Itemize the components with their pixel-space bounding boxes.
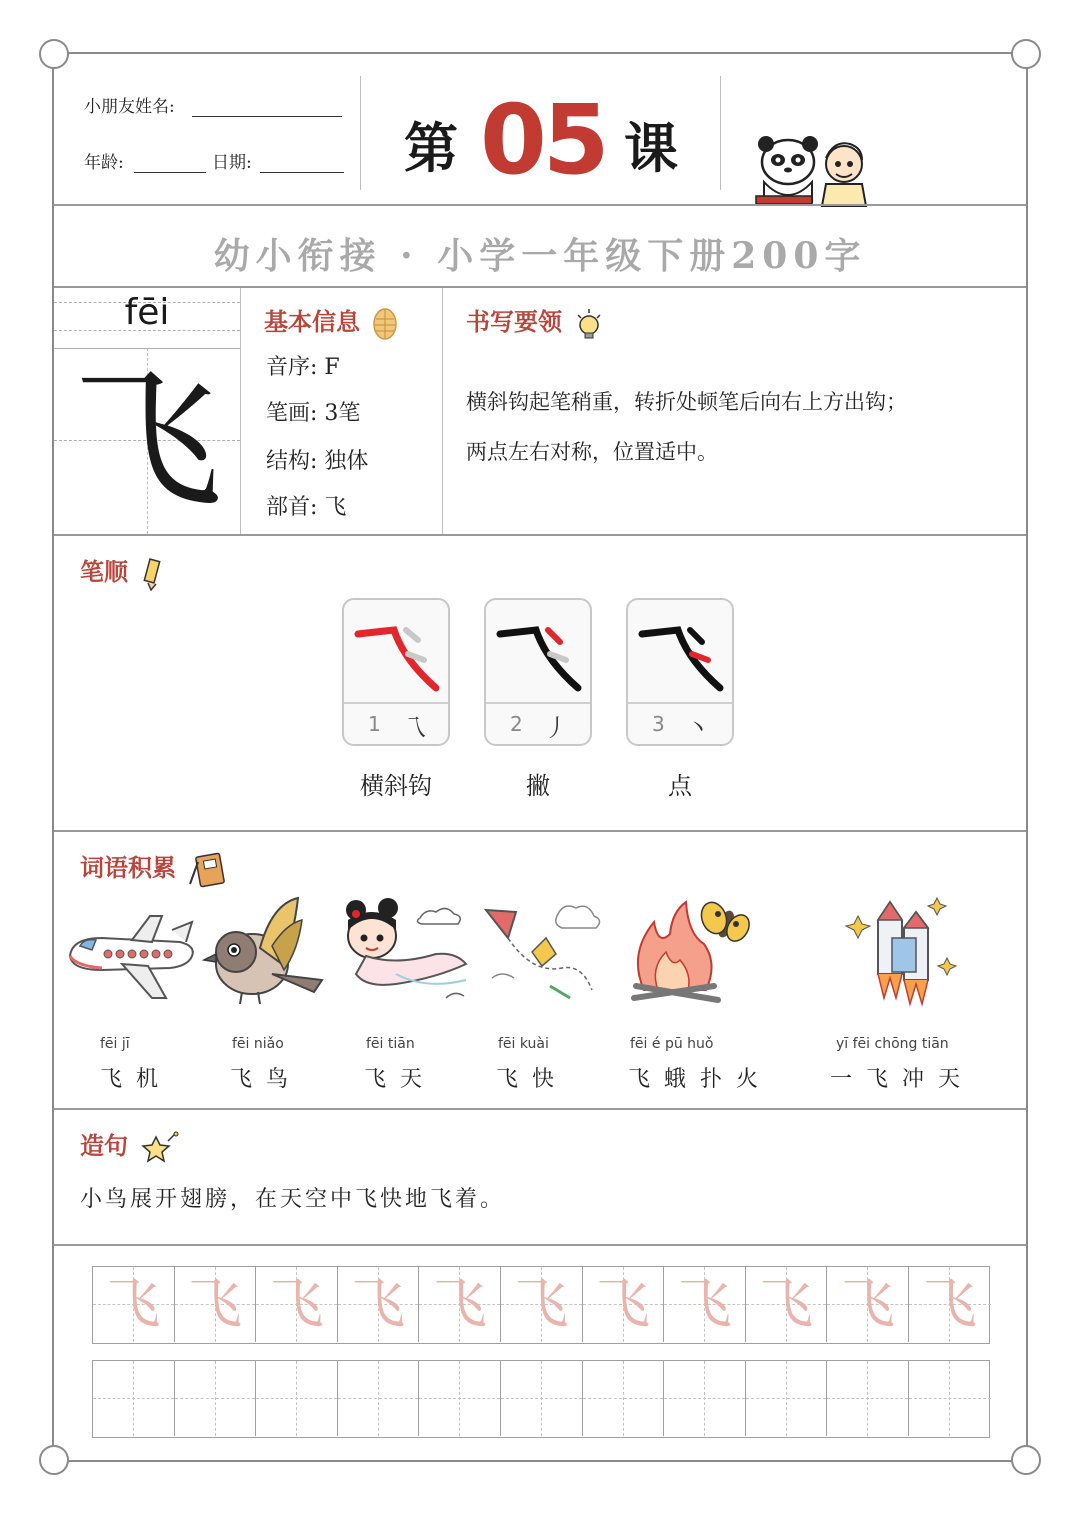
date-field[interactable] [260,172,344,173]
character-pinyin: fēi [124,292,170,333]
age-field[interactable] [134,172,206,173]
stroke-order-title-text: 笔顺 [80,557,128,586]
word-chars: 一飞冲天 [830,1067,975,1092]
fairy-icon [336,894,472,1014]
lesson-suffix: 课 [624,116,678,180]
writing-cell[interactable] [338,1361,420,1436]
tracing-cell[interactable] [175,1267,257,1342]
writing-tips-title [466,302,604,341]
word-chars: 飞蛾扑火 [628,1067,773,1092]
stroke-order-title [80,552,164,591]
airplane-icon [62,894,198,1014]
word-chars: 飞鸟 [230,1067,303,1092]
trace-char: 飞 [106,1272,161,1335]
trace-char: 飞 [432,1272,487,1335]
section-separator [54,1108,1026,1110]
tracing-cell[interactable] [419,1267,501,1342]
sentence-title [80,1126,180,1165]
words-title [80,848,228,888]
rocket-icon [834,894,970,1014]
tracing-cell[interactable] [746,1267,828,1342]
trace-char: 飞 [840,1272,895,1335]
trace-char: 飞 [269,1272,324,1335]
writing-cell[interactable] [175,1361,257,1436]
bird-icon [202,894,338,1014]
stroke-card-footer [628,702,732,744]
stroke-glyph: 丿 [544,714,568,742]
info-radical: 部首: 飞 [266,495,347,520]
writing-cell[interactable] [501,1361,583,1436]
tracing-cell[interactable] [827,1267,909,1342]
stroke-name: 撇 [526,772,550,800]
tracing-cell[interactable] [501,1267,583,1342]
trace-char: 飞 [514,1272,569,1335]
stroke-card-1 [342,598,450,746]
series-subtitle: 幼小衔接 · 小学一年级下册200字 [213,235,867,277]
word-pinyin: fēi tiān [366,1036,415,1052]
word-chars: 飞快 [496,1067,569,1092]
writing-tip-line: 横斜钩起笔稍重，转折处顿笔后向右上方出钩； [466,390,907,414]
date-label: 日期: [212,153,252,173]
moth-fire-icon [614,894,750,1014]
stroke-2-diagram [486,600,590,704]
lesson-prefix: 第 [404,116,458,180]
trace-char: 飞 [677,1272,732,1335]
writing-cell[interactable] [583,1361,665,1436]
corner-decoration [39,39,69,69]
trace-char: 飞 [922,1272,977,1335]
book-icon [372,307,398,341]
writing-cell[interactable] [746,1361,828,1436]
kite-icon [472,894,608,1014]
word-pinyin: yī fēi chōng tiān [836,1036,949,1052]
header-divider [360,76,361,190]
stroke-number: 3 [652,712,665,736]
worksheet [52,52,1028,1462]
stroke-glyph: 乁 [402,714,426,742]
section-divider [240,288,241,534]
section-separator [54,1244,1026,1246]
section-divider [442,288,443,534]
panda-boy-illustration-icon [750,134,874,214]
tracing-row [92,1266,990,1344]
writing-cell[interactable] [827,1361,909,1436]
section-separator [54,534,1026,536]
name-label: 小朋友姓名: [84,97,175,117]
corner-decoration [39,1445,69,1475]
trace-char: 飞 [351,1272,406,1335]
corner-decoration [1011,39,1041,69]
trace-char: 飞 [595,1272,650,1335]
stroke-3-diagram [628,600,732,704]
basic-info-title [264,302,398,341]
age-label: 年龄: [84,153,124,173]
stroke-card-footer [486,702,590,744]
stroke-card-3 [626,598,734,746]
stroke-card-2 [484,598,592,746]
word-pinyin: fēi jī [100,1036,130,1052]
word-chars: 飞机 [100,1067,173,1092]
stroke-number: 1 [368,712,381,736]
word-pinyin: fēi kuài [498,1036,549,1052]
writing-row [92,1360,990,1438]
trace-char: 飞 [759,1272,814,1335]
tracing-cell[interactable] [93,1267,175,1342]
section-separator [54,830,1026,832]
basic-info-title-text: 基本信息 [264,307,360,336]
word-pinyin: fēi niǎo [232,1036,284,1052]
tracing-cell[interactable] [338,1267,420,1342]
writing-cell[interactable] [909,1361,991,1436]
star-wand-icon [140,1131,180,1165]
stroke-name: 横斜钩 [360,772,432,800]
stroke-glyph: 丶 [686,714,710,742]
header-separator [54,204,1026,206]
info-stroke-count: 笔画: 3笔 [266,401,361,426]
writing-cell[interactable] [93,1361,175,1436]
info-phonetic-order: 音序: F [266,355,340,380]
lesson-number: 05 [480,84,606,196]
word-pinyin: fēi é pū huǒ [630,1036,714,1052]
tracing-cell[interactable] [583,1267,665,1342]
stroke-1-diagram [344,600,448,704]
tracing-cell[interactable] [256,1267,338,1342]
words-title-text: 词语积累 [80,853,176,882]
tracing-cell[interactable] [664,1267,746,1342]
stroke-card-footer [344,702,448,744]
corner-decoration [1011,1445,1041,1475]
notebook-icon [188,852,228,888]
writing-tips-title-text: 书写要领 [466,307,562,336]
info-structure: 结构: 独体 [266,449,369,474]
writing-cell[interactable] [256,1361,338,1436]
writing-cell[interactable] [664,1361,746,1436]
stroke-name: 点 [668,772,692,800]
pencil-icon [140,557,164,591]
lightbulb-icon [574,307,604,341]
character-box [54,288,240,534]
header-divider [720,76,721,190]
tracing-cell[interactable] [909,1267,991,1342]
word-chars: 飞天 [364,1067,437,1092]
stroke-number: 2 [510,712,523,736]
sentence-title-text: 造句 [80,1131,128,1160]
name-field[interactable] [192,116,342,117]
writing-cell[interactable] [419,1361,501,1436]
example-sentence: 小鸟展开翅膀，在天空中飞快地飞着。 [80,1187,506,1212]
writing-tip-line: 两点左右对称，位置适中。 [466,440,718,464]
trace-char: 飞 [187,1272,242,1335]
lesson-title [404,84,684,196]
main-character: 飞 [71,354,222,528]
